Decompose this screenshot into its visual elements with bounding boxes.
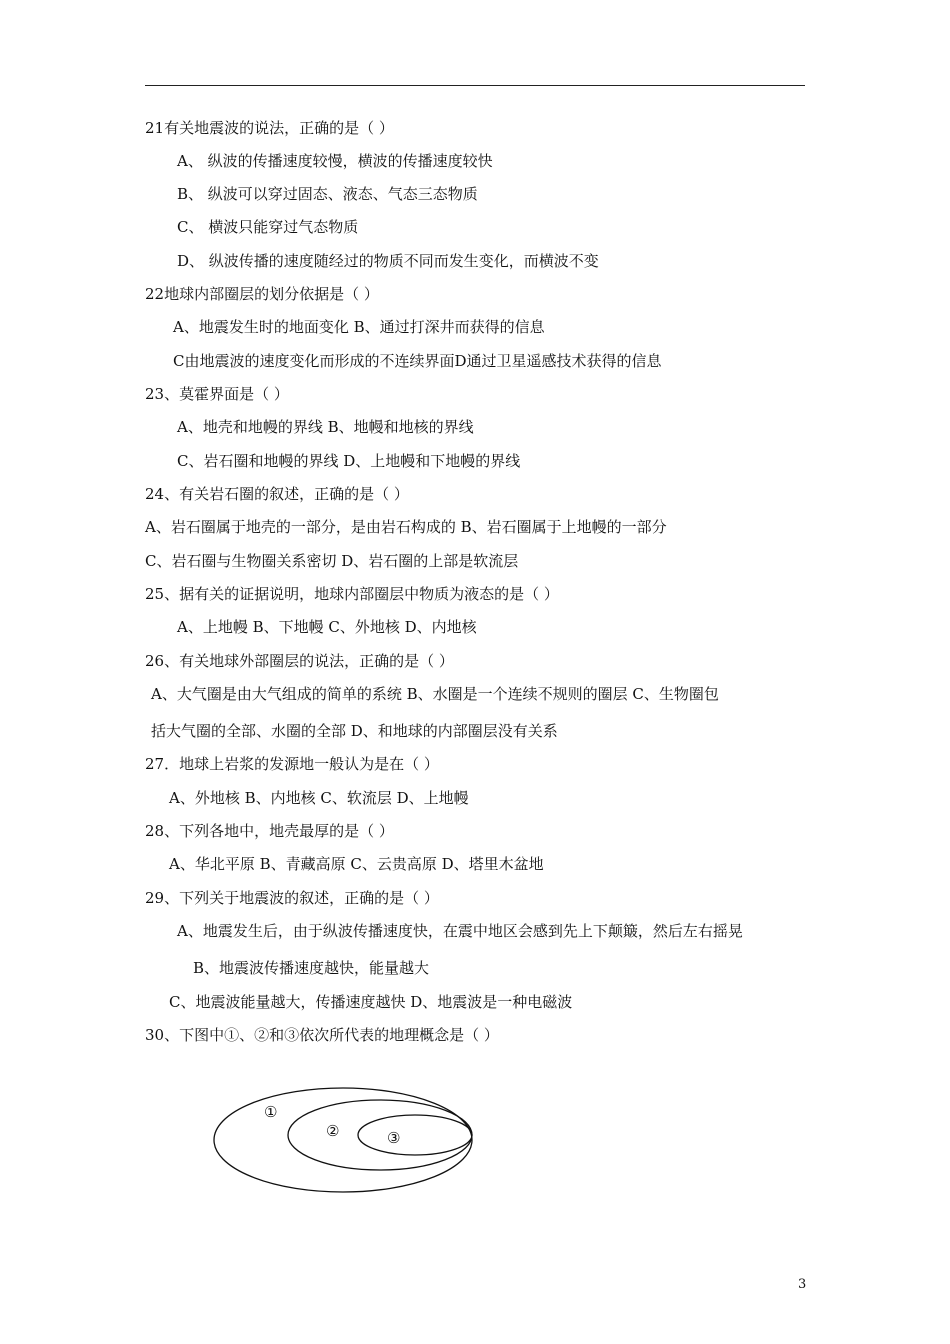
question-21-option-d: D、 纵波传播的速度随经过的物质不同而发生变化，而横波不变 [177,252,599,270]
question-26-options-line2: 括大气圈的全部、水圈的全部 D、和地球的内部圈层没有关系 [151,722,558,740]
question-21-option-b: B、 纵波可以穿过固态、液态、气态三态物质 [177,185,478,203]
question-29-stem: 29、下列关于地震波的叙述，正确的是（ ） [145,889,439,907]
question-29-option-b: B、地震波传播速度越快，能量越大 [193,959,430,977]
inner-ellipse [358,1115,472,1155]
header-rule [145,85,805,86]
label-circled-1: ① [264,1103,278,1121]
question-23-options-cd: C、岩石圈和地幔的界线 D、上地幔和下地幔的界线 [177,452,521,470]
question-26-options-line1: A、大气圈是由大气组成的简单的系统 B、水圈是一个连续不规则的圈层 C、生物圈包 [151,685,719,703]
question-27-stem: 27．地球上岩浆的发源地一般认为是在（ ） [145,755,439,773]
question-22-stem: 22地球内部圈层的划分依据是（ ） [145,285,379,303]
question-30-stem: 30、下图中①、②和③依次所代表的地理概念是（ ） [145,1026,499,1044]
question-28-stem: 28、下列各地中，地壳最厚的是（ ） [145,822,394,840]
question-28-options: A、华北平原 B、青藏高原 C、云贵高原 D、塔里木盆地 [169,855,544,873]
question-21-option-c: C、 横波只能穿过气态物质 [177,218,359,236]
question-23-stem: 23、莫霍界面是（ ） [145,385,289,403]
outer-ellipse [214,1088,472,1192]
page-number: 3 [798,1277,807,1292]
question-22-options-cd: C由地震波的速度变化而形成的不连续界面D通过卫星遥感技术获得的信息 [173,352,662,370]
question-29-options-cd: C、地震波能量越大，传播速度越快 D、地震波是一种电磁波 [169,993,573,1011]
question-25-options: A、上地幔 B、下地幔 C、外地核 D、内地核 [177,618,477,636]
question-27-options: A、外地核 B、内地核 C、软流层 D、上地幔 [169,789,469,807]
nested-ellipses-diagram [210,1085,490,1195]
question-22-options-ab: A、地震发生时的地面变化 B、通过打深井而获得的信息 [173,318,545,336]
question-24-options-cd: C、岩石圈与生物圈关系密切 D、岩石圈的上部是软流层 [145,552,519,570]
question-29-option-a: A、地震发生后，由于纵波传播速度快，在震中地区会感到先上下颠簸，然后左右摇晃 [177,922,743,940]
question-24-stem: 24、有关岩石圈的叙述，正确的是（ ） [145,485,409,503]
middle-ellipse [288,1100,472,1170]
question-25-stem: 25、据有关的证据说明，地球内部圈层中物质为液态的是（ ） [145,585,559,603]
question-23-options-ab: A、地壳和地幔的界线 B、地幔和地核的界线 [177,418,474,436]
label-circled-3: ③ [387,1129,401,1147]
question-21-stem: 21有关地震波的说法，正确的是（ ） [145,119,394,137]
question-24-options-ab: A、岩石圈属于地壳的一部分，是由岩石构成的 B、岩石圈属于上地幔的一部分 [145,518,667,536]
question-26-stem: 26、有关地球外部圈层的说法，正确的是（ ） [145,652,454,670]
label-circled-2: ② [326,1122,340,1140]
question-21-option-a: A、 纵波的传播速度较慢，横波的传播速度较快 [177,152,493,170]
